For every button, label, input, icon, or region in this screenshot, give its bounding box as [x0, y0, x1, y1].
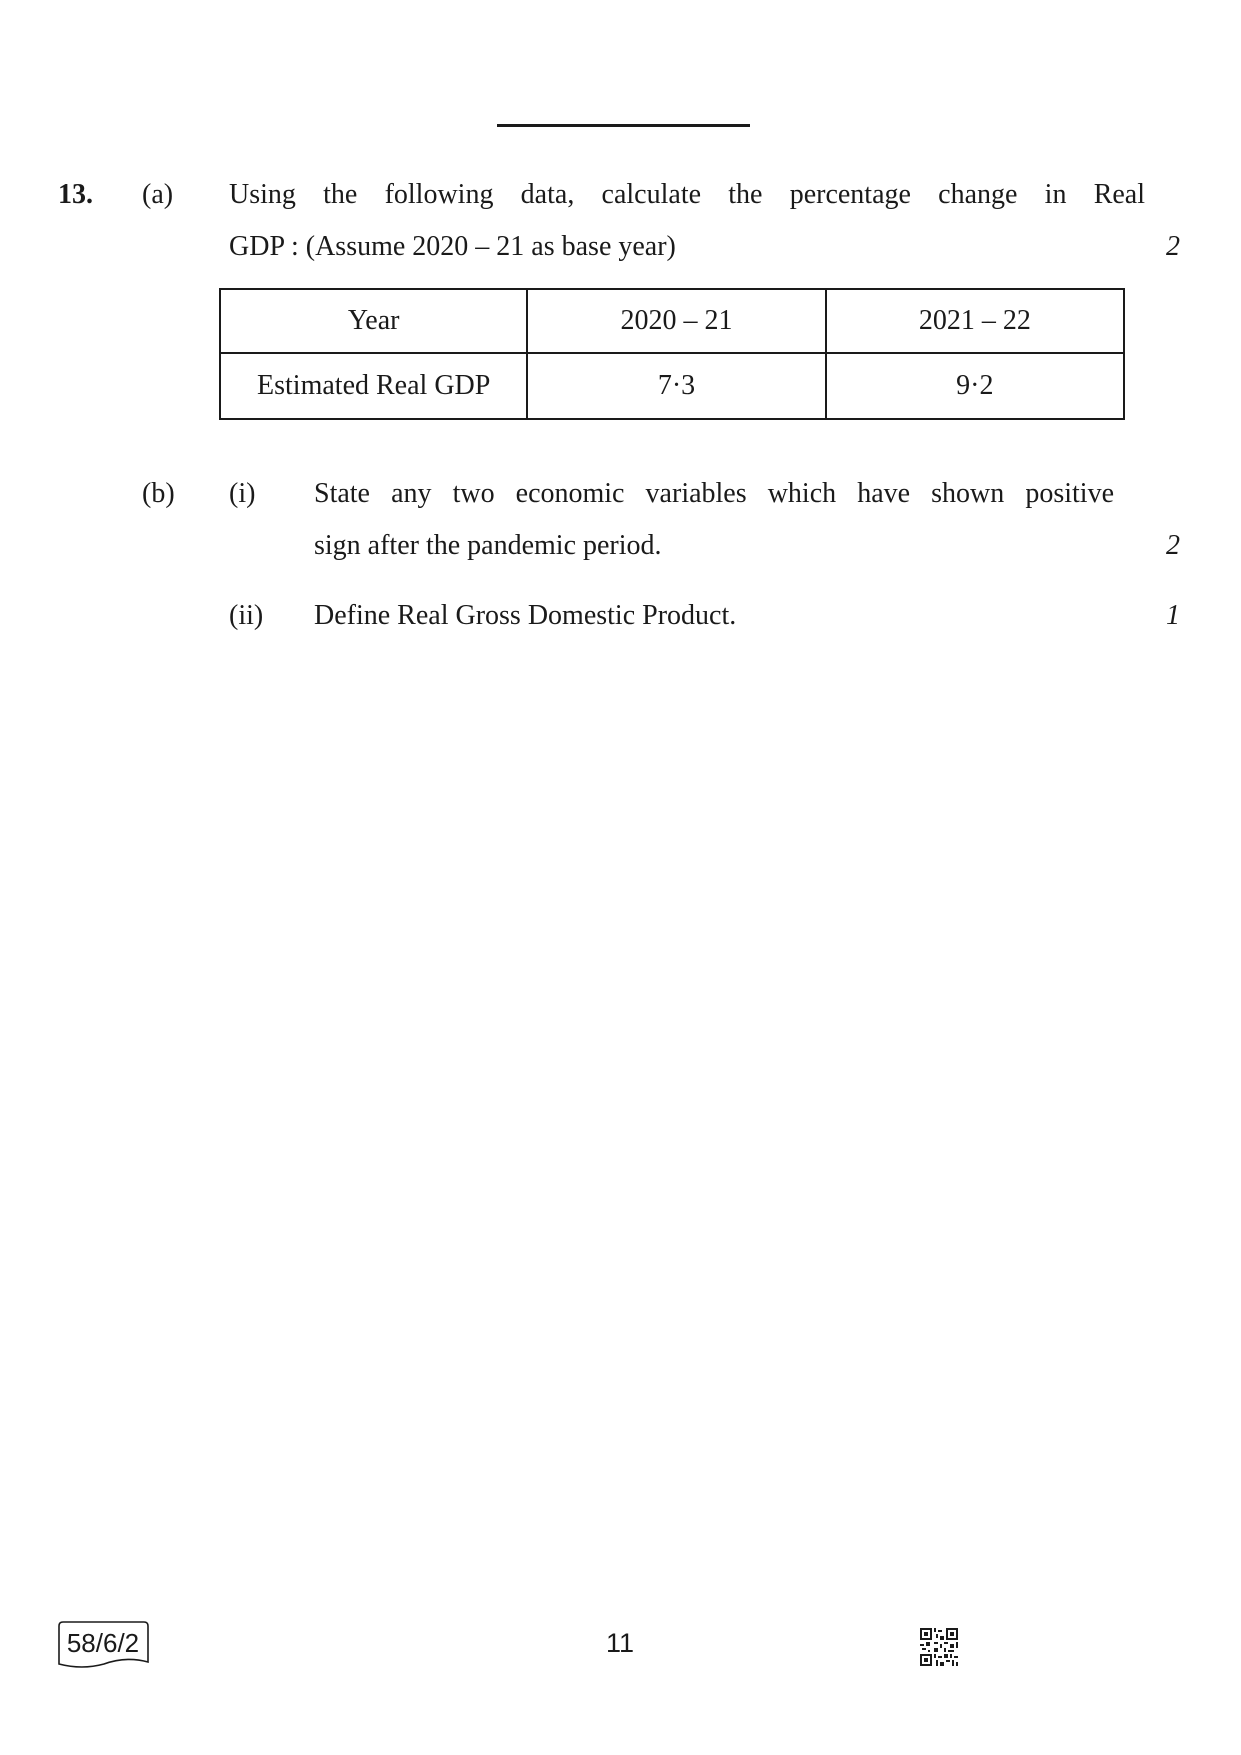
sub-ii-text: Define Real Gross Domestic Product. [314, 600, 737, 631]
paper-code-badge [56, 1620, 150, 1670]
qr-code-icon [920, 1628, 958, 1666]
table-cell: 7·3 [527, 353, 825, 419]
table-cell: Estimated Real GDP [220, 353, 527, 419]
part-b-label: (b) [142, 478, 175, 509]
sub-i-text [314, 468, 1114, 520]
question-number: 13. [58, 179, 93, 210]
part-a-line-1: Using the following data, calculate the percentage change in Real [229, 179, 1145, 210]
sub-ii-label: (ii) [229, 600, 264, 631]
table-cell: 9·2 [826, 353, 1124, 419]
sub-i-label: (i) [229, 478, 256, 509]
top-divider [497, 124, 750, 127]
table-header-cell: 2021 – 22 [826, 289, 1124, 353]
table-header-cell: 2020 – 21 [527, 289, 825, 353]
part-a-label: (a) [142, 179, 174, 210]
gdp-table [219, 288, 1125, 420]
sub-i-line-1: State any two economic variables which have shown positive [314, 478, 1114, 509]
table-header-row [220, 289, 1124, 353]
table-row [220, 353, 1124, 419]
sub-ii-marks: 1 [1166, 600, 1180, 631]
part-a-text [229, 169, 1145, 221]
part-a-marks: 2 [1166, 231, 1180, 262]
sub-i-marks: 2 [1166, 530, 1180, 561]
sub-i-text-line-2: sign after the pandemic period. [314, 530, 662, 561]
part-a-text-line-2: GDP : (Assume 2020 – 21 as base year) [229, 231, 676, 262]
page-number: 11 [605, 1628, 635, 1658]
paper-code: 58/6/2 [66, 1628, 140, 1658]
table-header-cell: Year [220, 289, 527, 353]
